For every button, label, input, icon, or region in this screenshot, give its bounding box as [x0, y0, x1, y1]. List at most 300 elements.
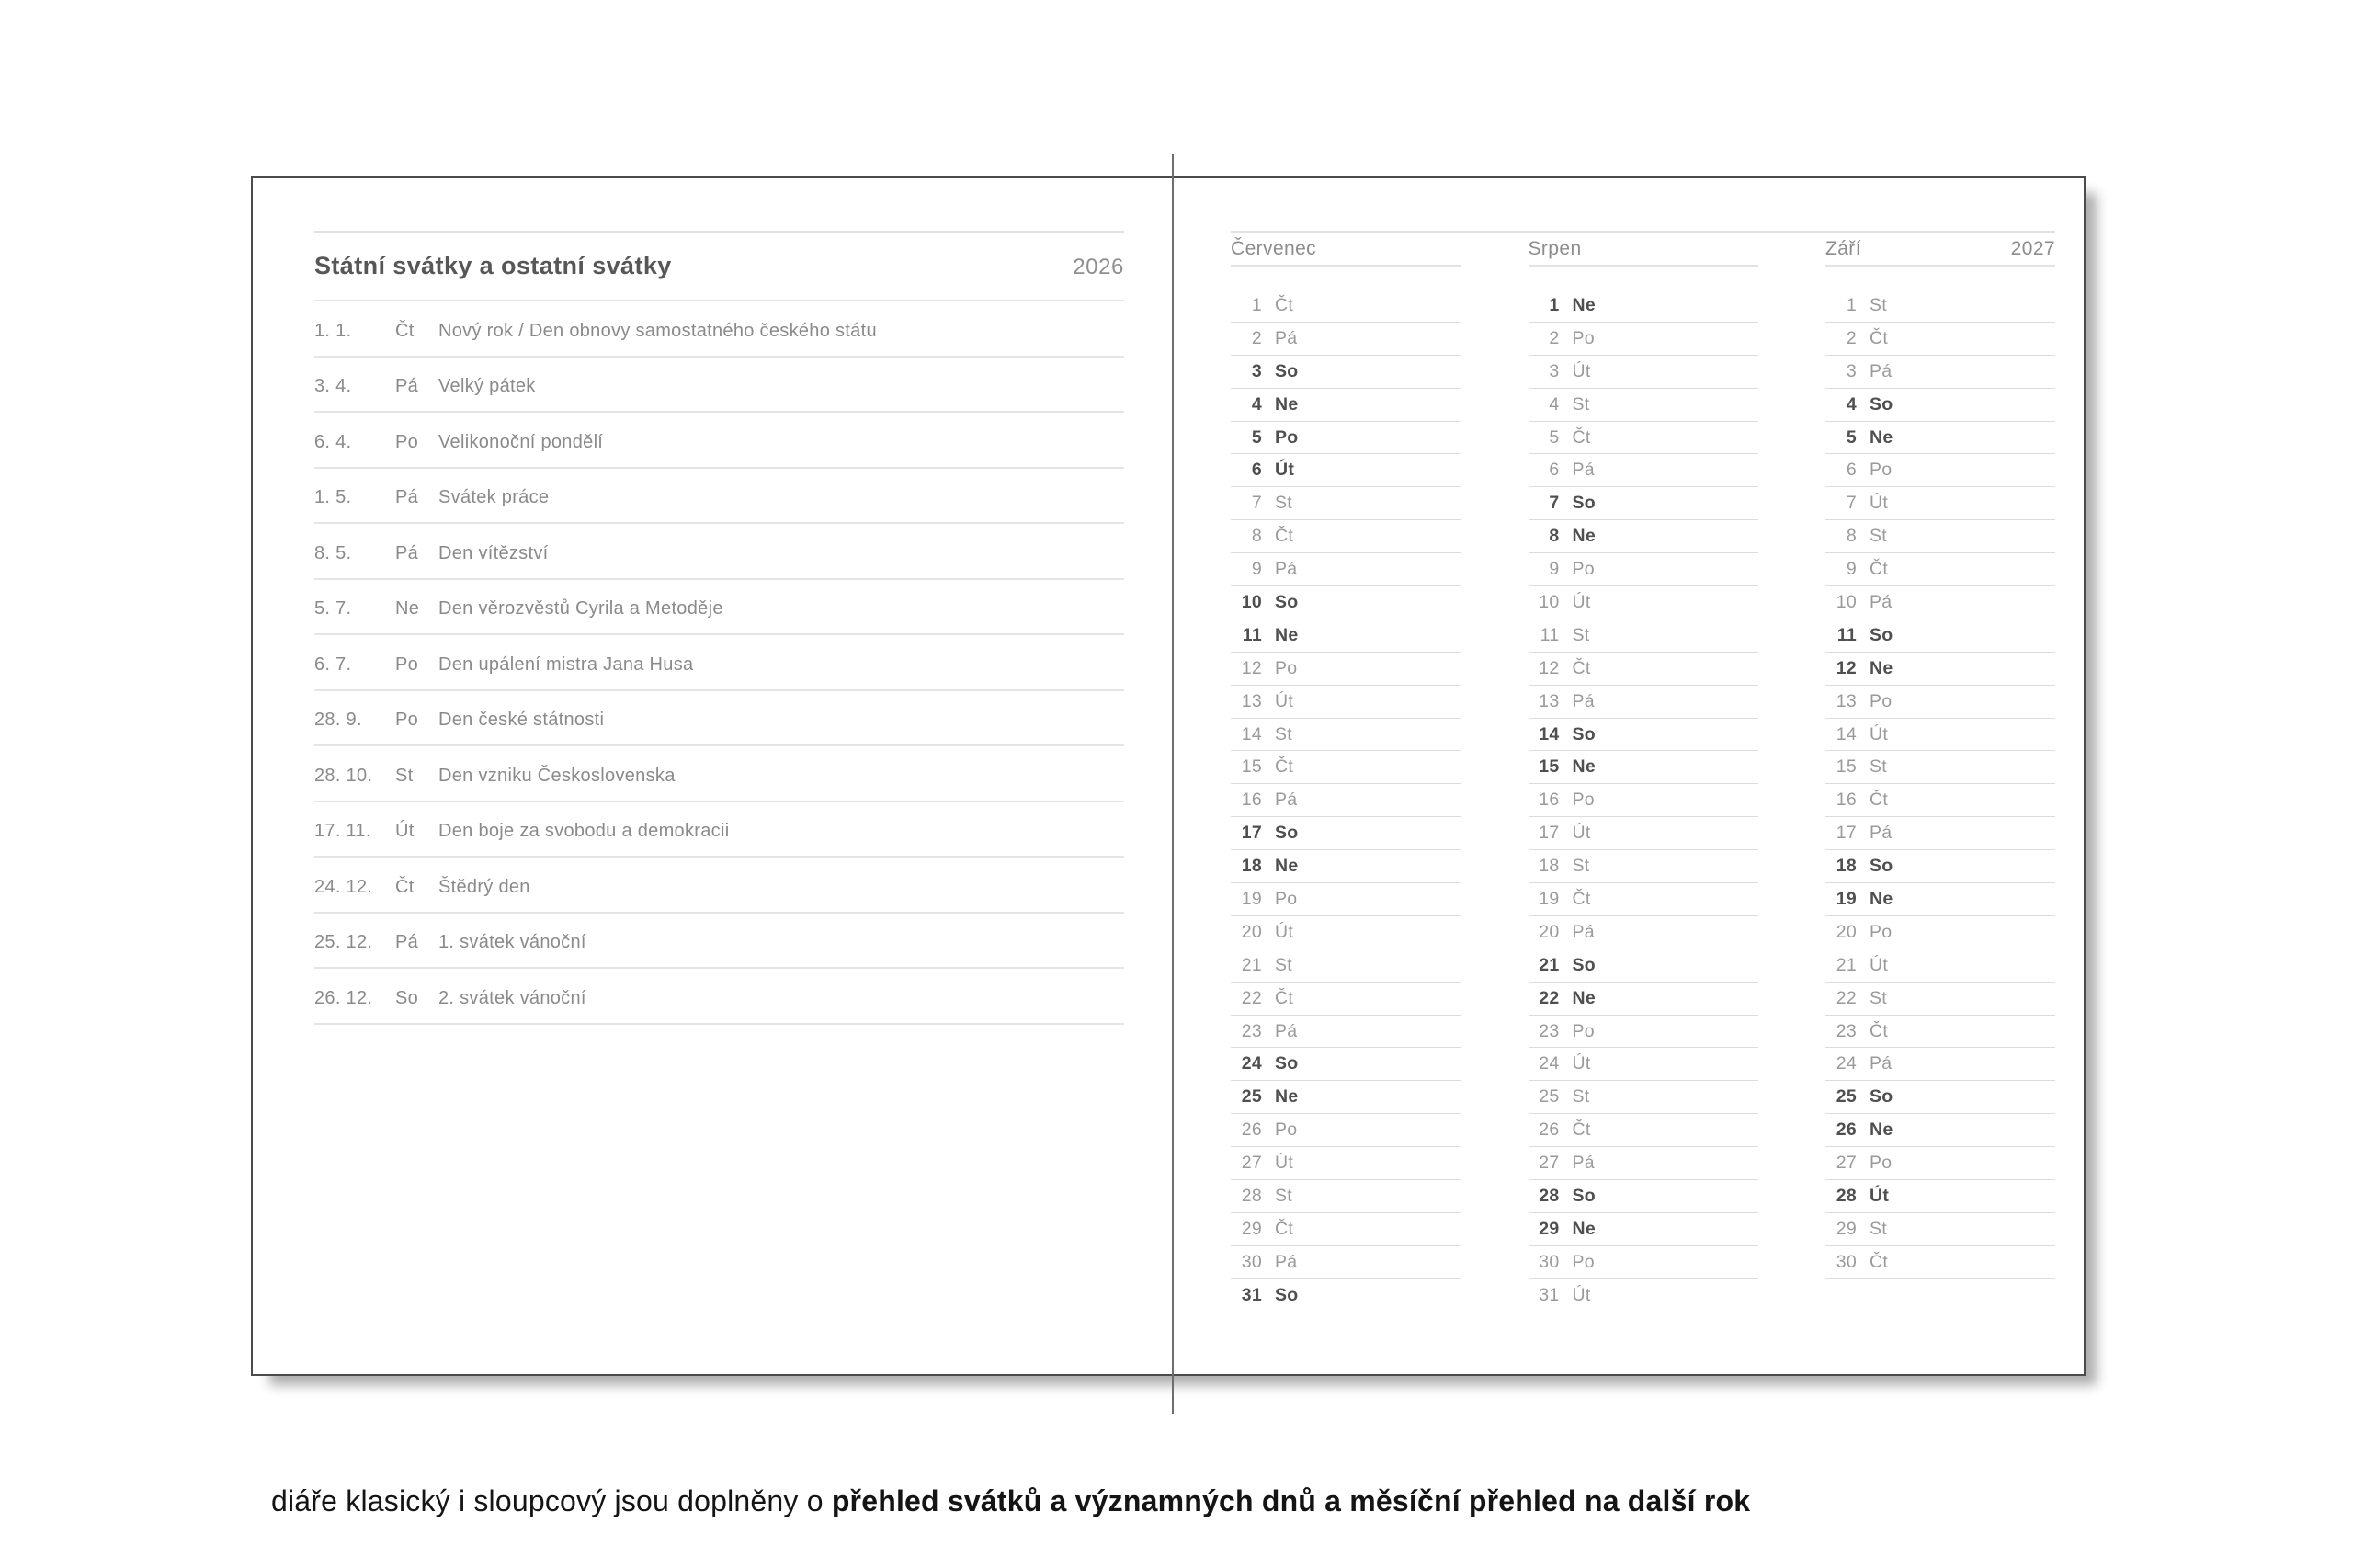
day-name: Čt — [1572, 1119, 1591, 1141]
calendar-day-row — [1231, 1147, 1461, 1180]
day-number: 20 — [1539, 921, 1560, 942]
calendar-day-row — [1231, 1048, 1461, 1081]
calendar-day-row — [1529, 850, 1758, 883]
day-number: 16 — [1836, 790, 1857, 811]
calendar-day-row — [1231, 916, 1461, 949]
day-number: 6 — [1846, 460, 1857, 481]
calendar-day-row — [1529, 487, 1758, 520]
calendar-day-row — [1825, 520, 2055, 553]
day-number: 9 — [1549, 559, 1560, 580]
calendar-day-row — [1529, 586, 1758, 619]
year-label-left: 2026 — [1073, 255, 1124, 279]
day-number: 13 — [1539, 690, 1560, 711]
day-name: Pá — [1572, 460, 1595, 481]
calendar-day-row — [1529, 1016, 1758, 1049]
holiday-day: Pá — [395, 932, 419, 953]
holiday-row — [314, 469, 1124, 525]
day-name: Ne — [1275, 393, 1299, 415]
calendar-day-row — [1231, 389, 1461, 422]
day-name: Pá — [1870, 360, 1893, 381]
day-name: Po — [1275, 657, 1298, 678]
holiday-row — [314, 969, 1124, 1025]
day-name: Po — [1870, 690, 1893, 711]
calendar-day-row — [1825, 719, 2055, 752]
day-number: 26 — [1241, 1119, 1262, 1141]
calendar-day-row — [1231, 290, 1461, 323]
holiday-name: Den vítězství — [438, 542, 549, 563]
day-number: 9 — [1251, 559, 1262, 580]
day-name: Po — [1870, 460, 1893, 481]
day-name: Čt — [1275, 756, 1294, 778]
holiday-row — [314, 802, 1124, 858]
holidays-page-header — [314, 231, 1124, 300]
day-name: St — [1572, 1086, 1590, 1108]
day-name: Pá — [1572, 690, 1595, 711]
calendar-day-row — [1825, 983, 2055, 1016]
calendar-day-row — [1529, 1180, 1758, 1213]
day-number: 27 — [1241, 1153, 1262, 1174]
year-label-right: 2027 — [2010, 237, 2055, 259]
holiday-day: Čt — [395, 876, 415, 897]
day-number: 19 — [1241, 888, 1262, 909]
day-name: St — [1572, 856, 1590, 877]
holiday-name: 1. svátek vánoční — [438, 932, 586, 953]
calendar-day-row — [1529, 916, 1758, 949]
day-number: 20 — [1241, 921, 1262, 942]
day-name: Čt — [1870, 790, 1889, 811]
calendar-day-row — [1825, 389, 2055, 422]
day-number: 11 — [1242, 624, 1262, 645]
day-number: 12 — [1836, 657, 1857, 678]
day-name: St — [1870, 1218, 1888, 1239]
calendar-day-row — [1529, 422, 1758, 455]
day-number: 14 — [1241, 723, 1262, 744]
holiday-date: 17. 11. — [314, 821, 371, 842]
day-name: So — [1275, 1053, 1299, 1074]
day-name: Ne — [1275, 856, 1299, 877]
holiday-date: 5. 7. — [314, 598, 352, 619]
day-name: Ne — [1870, 1119, 1893, 1141]
day-name: Út — [1870, 723, 1889, 744]
month-label: Srpen — [1528, 237, 1582, 259]
day-name: Ne — [1572, 294, 1597, 315]
calendar-day-row — [1825, 1081, 2055, 1114]
day-number: 22 — [1836, 987, 1857, 1008]
caption-bold-text: přehled svátků a významných dnů a měsíční přehled na další rok — [831, 1484, 1751, 1517]
day-number: 30 — [1539, 1251, 1560, 1272]
calendar-day-row — [1825, 487, 2055, 520]
day-name: So — [1275, 823, 1299, 844]
day-name: So — [1572, 723, 1597, 744]
holiday-name: Svátek práce — [438, 487, 550, 508]
day-number: 25 — [1241, 1086, 1262, 1108]
day-name: Ne — [1275, 624, 1299, 645]
day-number: 28 — [1539, 1185, 1560, 1206]
calendar-day-row — [1231, 1180, 1461, 1213]
day-number: 10 — [1241, 591, 1262, 612]
calendar-day-row — [1231, 619, 1461, 653]
calendar-day-row — [1231, 949, 1461, 983]
holiday-date: 1. 5. — [314, 487, 352, 508]
day-name: Čt — [1275, 987, 1294, 1008]
calendar-day-row — [1231, 1016, 1461, 1049]
day-number: 10 — [1836, 591, 1857, 612]
holiday-row — [314, 635, 1124, 691]
day-name: So — [1870, 393, 1893, 415]
holiday-row — [314, 746, 1124, 802]
calendar-day-row — [1825, 290, 2055, 323]
holiday-name: Velikonoční pondělí — [438, 431, 604, 452]
calendar-day-row — [1529, 553, 1758, 586]
day-name: Čt — [1275, 294, 1294, 315]
day-name: St — [1275, 723, 1293, 744]
day-number: 31 — [1241, 1284, 1262, 1305]
day-number: 2 — [1549, 327, 1560, 348]
holiday-name: Den věrozvěstů Cyrila a Metoděje — [438, 598, 723, 619]
day-number: 19 — [1539, 888, 1560, 909]
day-number: 21 — [1539, 954, 1560, 975]
calendar-day-row — [1231, 983, 1461, 1016]
day-name: Čt — [1870, 327, 1889, 348]
day-name: Po — [1572, 1251, 1595, 1272]
day-name: Pá — [1572, 1153, 1595, 1174]
day-name: St — [1870, 526, 1888, 547]
day-number: 23 — [1539, 1020, 1560, 1041]
calendar-day-row — [1825, 949, 2055, 983]
holiday-row — [314, 301, 1124, 358]
day-number: 15 — [1241, 756, 1262, 778]
calendar-day-row — [1825, 653, 2055, 686]
day-number: 7 — [1251, 493, 1262, 514]
day-name: Út — [1275, 460, 1295, 481]
day-number: 28 — [1836, 1185, 1857, 1206]
holiday-row — [314, 413, 1124, 469]
day-name: Pá — [1275, 559, 1298, 580]
holiday-name: Velký pátek — [438, 376, 536, 397]
day-name: Ne — [1870, 888, 1893, 909]
holiday-date: 6. 7. — [314, 653, 352, 675]
holiday-date: 28. 10. — [314, 765, 373, 786]
calendar-day-row — [1231, 784, 1461, 817]
calendar-day-row — [1529, 619, 1758, 653]
day-name: Pá — [1870, 823, 1893, 844]
day-number: 3 — [1549, 360, 1560, 381]
day-number: 18 — [1836, 856, 1857, 877]
holiday-date: 3. 4. — [314, 376, 352, 397]
day-number: 5 — [1549, 426, 1560, 448]
day-number: 29 — [1539, 1218, 1560, 1239]
calendar-day-row — [1529, 1081, 1758, 1114]
day-name: Čt — [1275, 1218, 1294, 1239]
day-number: 10 — [1539, 591, 1560, 612]
calendar-day-row — [1231, 1081, 1461, 1114]
calendar-day-row — [1825, 422, 2055, 455]
day-number: 14 — [1836, 723, 1857, 744]
day-name: Čt — [1870, 1251, 1889, 1272]
day-name: Pá — [1275, 1251, 1298, 1272]
month-header — [1231, 233, 1461, 267]
holiday-name: Den české státnosti — [438, 710, 605, 731]
day-name: St — [1572, 393, 1590, 415]
day-number: 8 — [1549, 526, 1560, 547]
day-number: 19 — [1836, 888, 1857, 909]
calendar-day-row — [1529, 454, 1758, 487]
day-number: 30 — [1836, 1251, 1857, 1272]
day-name: Pá — [1275, 327, 1298, 348]
day-name: Čt — [1572, 426, 1591, 448]
day-number: 16 — [1539, 790, 1560, 811]
spread-gutter-line — [1172, 154, 1174, 1414]
day-number: 29 — [1836, 1218, 1857, 1239]
holiday-day: So — [395, 987, 419, 1008]
calendar-day-row — [1825, 454, 2055, 487]
day-number: 7 — [1846, 493, 1857, 514]
calendar-day-row — [1231, 1279, 1461, 1312]
day-name: Čt — [1870, 559, 1889, 580]
holiday-date: 8. 5. — [314, 542, 352, 563]
day-number: 5 — [1251, 426, 1262, 448]
day-number: 20 — [1836, 921, 1857, 942]
holiday-date: 24. 12. — [314, 876, 373, 897]
day-number: 4 — [1251, 393, 1262, 415]
day-name: St — [1572, 624, 1590, 645]
day-number: 17 — [1241, 823, 1262, 844]
day-number: 8 — [1846, 526, 1857, 547]
calendar-day-row — [1231, 850, 1461, 883]
day-number: 13 — [1241, 690, 1262, 711]
day-name: St — [1870, 294, 1888, 315]
day-name: Ne — [1572, 526, 1597, 547]
day-name: St — [1870, 756, 1888, 778]
calendar-day-row — [1529, 1213, 1758, 1246]
calendar-day-row — [1825, 883, 2055, 916]
day-name: So — [1870, 1086, 1893, 1108]
day-name: Út — [1275, 690, 1294, 711]
holiday-date: 25. 12. — [314, 932, 373, 953]
day-name: Po — [1572, 1020, 1595, 1041]
holiday-date: 26. 12. — [314, 987, 373, 1008]
day-name: Pá — [1870, 591, 1893, 612]
day-name: Po — [1275, 1119, 1298, 1141]
holiday-day: Čt — [395, 320, 415, 341]
day-number: 8 — [1251, 526, 1262, 547]
day-name: Út — [1572, 360, 1591, 381]
holiday-day: Pá — [395, 487, 419, 508]
calendar-day-row — [1825, 686, 2055, 719]
calendar-day-row — [1231, 883, 1461, 916]
day-number: 15 — [1539, 756, 1560, 778]
planner-spread — [251, 176, 2086, 1376]
calendar-day-row — [1825, 784, 2055, 817]
calendar-day-row — [1529, 1279, 1758, 1312]
day-name: Po — [1870, 1153, 1893, 1174]
day-number: 25 — [1836, 1086, 1857, 1108]
day-name: Ne — [1572, 756, 1597, 778]
month-label: Červenec — [1231, 237, 1317, 259]
day-number: 1 — [1549, 294, 1560, 315]
day-number: 11 — [1836, 624, 1857, 645]
holiday-date: 6. 4. — [314, 431, 352, 452]
holiday-name: Den upálení mistra Jana Husa — [438, 653, 694, 675]
day-name: St — [1870, 987, 1888, 1008]
calendar-day-row — [1825, 751, 2055, 784]
calendar-day-row — [1825, 1246, 2055, 1279]
day-name: Po — [1572, 790, 1595, 811]
month-header — [1825, 233, 2055, 267]
day-name: Pá — [1572, 921, 1595, 942]
calendar-day-row — [1529, 817, 1758, 850]
month-column-september — [1825, 233, 2055, 1312]
holiday-row — [314, 691, 1124, 747]
day-number: 14 — [1539, 723, 1560, 744]
holiday-row — [314, 524, 1124, 580]
day-number: 22 — [1539, 987, 1560, 1008]
calendar-day-row — [1529, 751, 1758, 784]
holiday-row — [314, 358, 1124, 414]
calendar-day-row — [1529, 949, 1758, 983]
day-number: 12 — [1241, 657, 1262, 678]
month-days — [1825, 290, 2055, 1279]
holiday-row — [314, 914, 1124, 970]
calendar-day-row — [1231, 1246, 1461, 1279]
day-name: Čt — [1572, 657, 1591, 678]
day-number: 3 — [1251, 360, 1262, 381]
day-name: Po — [1572, 327, 1595, 348]
day-name: Čt — [1572, 888, 1591, 909]
day-number: 24 — [1241, 1053, 1262, 1074]
holiday-date: 28. 9. — [314, 710, 362, 731]
day-number: 21 — [1836, 954, 1857, 975]
day-number: 4 — [1846, 393, 1857, 415]
calendar-day-row — [1825, 553, 2055, 586]
calendar-day-row — [1231, 653, 1461, 686]
calendar-day-row — [1825, 916, 2055, 949]
day-name: Út — [1572, 1284, 1591, 1305]
day-name: Út — [1275, 921, 1294, 942]
caption — [271, 1484, 1750, 1518]
day-number: 9 — [1846, 559, 1857, 580]
calendar-day-row — [1825, 1180, 2055, 1213]
day-name: Čt — [1275, 526, 1294, 547]
calendar-day-row — [1529, 983, 1758, 1016]
calendar-day-row — [1529, 1246, 1758, 1279]
day-number: 23 — [1241, 1020, 1262, 1041]
holiday-name: Den vzniku Československa — [438, 765, 676, 786]
day-number: 28 — [1241, 1185, 1262, 1206]
day-name: Po — [1275, 888, 1298, 909]
calendar-day-row — [1529, 653, 1758, 686]
calendar-day-row — [1231, 422, 1461, 455]
day-number: 27 — [1836, 1153, 1857, 1174]
day-number: 27 — [1539, 1153, 1560, 1174]
day-name: Út — [1572, 823, 1591, 844]
day-name: Ne — [1870, 657, 1893, 678]
caption-regular-text: diáře klasický i sloupcový jsou doplněny o — [271, 1484, 832, 1517]
day-number: 26 — [1539, 1119, 1560, 1141]
day-number: 16 — [1241, 790, 1262, 811]
holiday-row — [314, 858, 1124, 914]
day-name: So — [1275, 1284, 1299, 1305]
day-name: St — [1275, 1185, 1293, 1206]
day-name: St — [1275, 954, 1293, 975]
holiday-day: Po — [395, 710, 419, 731]
calendar-day-row — [1825, 1114, 2055, 1147]
day-name: Út — [1870, 954, 1889, 975]
day-number: 11 — [1540, 624, 1560, 645]
day-number: 3 — [1846, 360, 1857, 381]
calendar-day-row — [1231, 454, 1461, 487]
calendar-day-row — [1825, 356, 2055, 389]
day-name: Po — [1870, 921, 1893, 942]
calendar-day-row — [1825, 1016, 2055, 1049]
holiday-day: Pá — [395, 376, 419, 397]
holidays-list — [314, 300, 1124, 1025]
holiday-name: Den boje za svobodu a demokracii — [438, 821, 730, 842]
day-number: 6 — [1251, 460, 1262, 481]
day-name: So — [1572, 493, 1597, 514]
holidays-page — [314, 231, 1124, 1025]
holiday-date: 1. 1. — [314, 320, 352, 341]
calendar-day-row — [1529, 1048, 1758, 1081]
calendar-day-row — [1231, 520, 1461, 553]
holiday-name: Štědrý den — [438, 876, 530, 897]
calendar-day-row — [1529, 520, 1758, 553]
holiday-day: Út — [395, 821, 415, 842]
month-label: Září — [1825, 237, 1861, 259]
month-header — [1529, 233, 1758, 267]
day-name: Ne — [1572, 1218, 1597, 1239]
day-number: 30 — [1241, 1251, 1262, 1272]
calendar-day-row — [1529, 1147, 1758, 1180]
calendar-day-row — [1825, 619, 2055, 653]
page-title: Státní svátky a ostatní svátky — [314, 252, 672, 279]
holiday-day: Po — [395, 431, 419, 452]
day-name: Ne — [1572, 987, 1597, 1008]
day-name: Út — [1572, 591, 1591, 612]
day-number: 1 — [1846, 294, 1857, 315]
day-name: Po — [1275, 426, 1299, 448]
calendar-day-row — [1231, 487, 1461, 520]
calendar-day-row — [1231, 719, 1461, 752]
day-number: 24 — [1539, 1053, 1560, 1074]
calendar-day-row — [1529, 290, 1758, 323]
calendar-day-row — [1529, 784, 1758, 817]
day-number: 21 — [1241, 954, 1262, 975]
day-number: 18 — [1241, 856, 1262, 877]
day-number: 4 — [1549, 393, 1560, 415]
calendar-day-row — [1231, 1213, 1461, 1246]
day-number: 15 — [1836, 756, 1857, 778]
day-name: Út — [1572, 1053, 1591, 1074]
calendar-day-row — [1529, 686, 1758, 719]
day-number: 1 — [1251, 294, 1262, 315]
holiday-day: Po — [395, 653, 419, 675]
calendar-day-row — [1825, 817, 2055, 850]
holiday-day: Pá — [395, 542, 419, 563]
day-name: Po — [1572, 559, 1595, 580]
day-name: Pá — [1275, 790, 1298, 811]
day-number: 18 — [1539, 856, 1560, 877]
day-name: So — [1275, 591, 1299, 612]
holiday-row — [314, 580, 1124, 636]
month-days — [1231, 290, 1461, 1312]
day-number: 25 — [1539, 1086, 1560, 1108]
day-name: Pá — [1870, 1053, 1893, 1074]
calendar-day-row — [1231, 751, 1461, 784]
calendar-day-row — [1825, 850, 2055, 883]
calendar-day-row — [1231, 356, 1461, 389]
calendar-day-row — [1529, 389, 1758, 422]
